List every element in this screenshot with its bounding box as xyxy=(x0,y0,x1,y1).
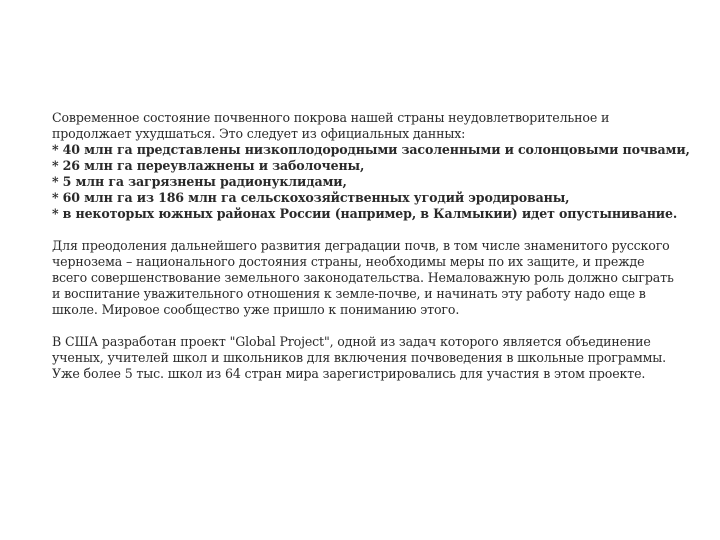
paragraph-soil-state xyxy=(52,110,690,222)
bullet-item: * 5 млн га загрязнены радионуклидами, xyxy=(52,174,347,189)
paragraph-line: школе. Мировое сообщество уже пришло к пониманию этого. xyxy=(52,302,460,317)
paragraph-line: продолжает ухудшаться. Это следует из официальных данных: xyxy=(52,126,466,141)
bullet-item: * 60 млн га из 186 млн га сельскохозяйственных угодий эродированы, xyxy=(52,190,570,205)
paragraph-spacer xyxy=(52,318,682,334)
paragraph-degradation xyxy=(52,238,682,318)
paragraph-line: чернозема – национального достояния страны, необходимы меры по их защите, и прежде xyxy=(52,254,645,269)
paragraph-line: Для преодоления дальнейшего развития деградации почв, в том числе знаменитого русского xyxy=(52,238,670,253)
paragraph-line: и воспитание уважительного отношения к земле-почве, и начинать эту работу надо еще в xyxy=(52,286,646,301)
text-block xyxy=(52,110,690,382)
paragraph-spacer xyxy=(52,222,682,238)
paragraph-line: Современное состояние почвенного покрова нашей страны неудовлетворительное и xyxy=(52,110,610,125)
paragraph-line: всего совершенствование земельного законодательства. Немаловажную роль должно сыграть xyxy=(52,270,674,285)
paragraph-line: Уже более 5 тыс. школ из 64 стран мира зарегистрировались для участия в этом проекте. xyxy=(52,366,646,381)
bullet-item: * в некоторых южных районах России (например, в Калмыкии) идет опустынивание. xyxy=(52,206,678,221)
paragraph-global-project xyxy=(52,334,682,382)
bullet-item: * 26 млн га переувлажнены и заболочены, xyxy=(52,158,365,173)
bullet-item: * 40 млн га представлены низкоплодородными засоленными и солонцовыми почвами, xyxy=(52,142,690,157)
paragraph-line: ученых, учителей школ и школьников для включения почвоведения в школьные программы. xyxy=(52,350,666,365)
paragraph-line: В США разработан проект "Global Project", одной из задач которого является объединение xyxy=(52,334,651,349)
